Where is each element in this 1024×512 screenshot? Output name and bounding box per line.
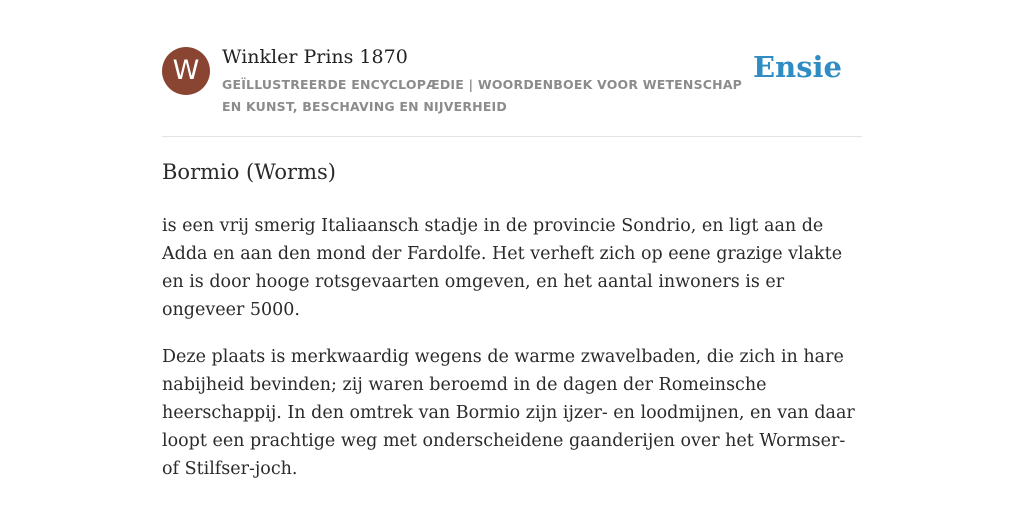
article-body	[162, 212, 866, 502]
article-paragraph: Deze plaats is merkwaardig wegens de warme zwavelbaden, die zich in hare nabijheid bevinden; zij waren beroemd in de dagen der Romeinsche heerschappij. In den omtrek van Bormio zijn ijzer- en loodmijnen, en van daar loopt een prachtige weg met onderscheidene gaanderijen over het Wormser- of Stilfser-joch.	[162, 347, 855, 479]
source-subtitle: GEÏLLUSTREERDE ENCYCLOPÆDIE | WOORDENBOEK VOOR WETENSCHAP EN KUNST, BESCHAVING EN NIJVERHEID	[222, 77, 743, 114]
article-paragraph: is een vrij smerig Italiaansch stadje in de provincie Sondrio, en ligt aan de Adda en aan den mond der Fardolfe. Het verheft zich op eene grazige vlakte en is door hooge rotsgevaarten omgeven, en het aantal inwoners is er ongeveer 5000.	[162, 216, 843, 320]
source-header	[162, 44, 862, 137]
ensie-logo[interactable]: Ensie	[753, 50, 842, 84]
source-avatar[interactable]: W	[162, 47, 210, 95]
article-title: Bormio (Worms)	[162, 160, 336, 184]
source-title[interactable]: Winkler Prins 1870	[222, 46, 408, 68]
